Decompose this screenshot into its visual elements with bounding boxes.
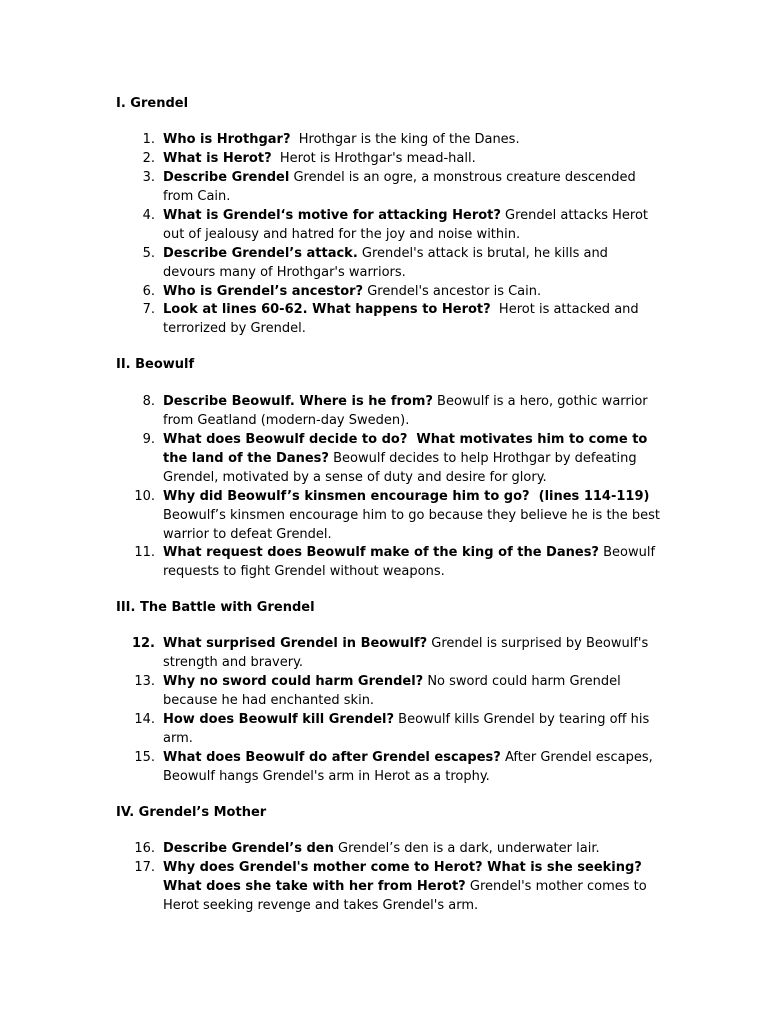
answer: Beowulf’s kinsmen encourage him to go because they believe he is the best warrior to defeat Grendel. bbox=[163, 508, 661, 542]
item-number: 11. bbox=[134, 545, 155, 560]
list-item bbox=[124, 858, 664, 915]
list-item bbox=[124, 748, 664, 786]
question: Describe Grendel’s attack. bbox=[163, 246, 358, 261]
answer: Grendel's mother comes to Herot seeking revenge and takes Grendel's arm. bbox=[163, 879, 647, 913]
item-number: 3. bbox=[142, 170, 155, 185]
question: What is Herot? bbox=[163, 151, 272, 166]
list-item bbox=[124, 839, 664, 858]
section-heading-battle: III. The Battle with Grendel bbox=[116, 600, 315, 615]
item-number: 13. bbox=[134, 674, 155, 689]
list-item bbox=[124, 634, 664, 672]
list-item bbox=[124, 672, 664, 710]
item-number: 15. bbox=[134, 750, 155, 765]
list-item bbox=[124, 244, 664, 282]
question: Describe Beowulf. Where is he from? bbox=[163, 394, 433, 409]
item-number: 16. bbox=[134, 841, 155, 856]
answer: Hrothgar is the king of the Danes. bbox=[290, 132, 520, 147]
list-item bbox=[124, 710, 664, 748]
item-number: 1. bbox=[142, 132, 155, 147]
list-item bbox=[124, 168, 664, 206]
list-item bbox=[124, 206, 664, 244]
answer: After Grendel escapes, Beowulf hangs Grendel's arm in Herot as a trophy. bbox=[163, 750, 653, 784]
question: What does Beowulf do after Grendel escapes? bbox=[163, 750, 501, 765]
item-number: 10. bbox=[134, 489, 155, 504]
question: Why no sword could harm Grendel? bbox=[163, 674, 424, 689]
question: Describe Grendel’s den bbox=[163, 841, 334, 856]
answer: Grendel's attack is brutal, he kills and devours many of Hrothgar's warriors. bbox=[163, 246, 608, 280]
answer: Grendel is surprised by Beowulf's strength and bravery. bbox=[163, 636, 649, 670]
answer: Beowulf kills Grendel by tearing off his arm. bbox=[163, 712, 650, 746]
list-item bbox=[124, 543, 664, 581]
section-heading-grendel: I. Grendel bbox=[116, 96, 189, 111]
item-number: 7. bbox=[142, 302, 155, 317]
question: Who is Grendel’s ancestor? bbox=[163, 284, 364, 299]
question: What does Beowulf decide to do? What motivates him to come to the land of the Danes? bbox=[163, 432, 652, 466]
question: Describe Grendel bbox=[163, 170, 290, 185]
item-number: 12. bbox=[131, 636, 155, 651]
list-item bbox=[124, 392, 664, 430]
item-number: 2. bbox=[142, 151, 155, 166]
item-number: 5. bbox=[142, 246, 155, 261]
answer: Herot is attacked and terrorized by Grendel. bbox=[163, 302, 643, 336]
list-item bbox=[124, 282, 664, 301]
answer: Grendel's ancestor is Cain. bbox=[363, 284, 542, 299]
question: What surprised Grendel in Beowulf? bbox=[163, 636, 428, 651]
question: Who is Hrothgar? bbox=[163, 132, 291, 147]
item-number: 4. bbox=[142, 208, 155, 223]
list-item bbox=[124, 149, 664, 168]
question: How does Beowulf kill Grendel? bbox=[163, 712, 395, 727]
item-number: 9. bbox=[142, 432, 155, 447]
answer: Herot is Hrothgar's mead-hall. bbox=[271, 151, 476, 166]
item-number: 17. bbox=[134, 860, 155, 875]
list-item bbox=[124, 487, 664, 544]
item-number: 8. bbox=[142, 394, 155, 409]
list-item bbox=[124, 130, 664, 149]
section-heading-beowulf: II. Beowulf bbox=[116, 357, 195, 372]
answer: Grendel is an ogre, a monstrous creature descended from Cain. bbox=[163, 170, 636, 204]
answer: Grendel’s den is a dark, underwater lair. bbox=[333, 841, 600, 856]
question: Why did Beowulf’s kinsmen encourage him to go? (lines 114-119) bbox=[163, 489, 650, 504]
question: What is Grendel‘s motive for attacking Herot? bbox=[163, 208, 501, 223]
answer: Beowulf is a hero, gothic warrior from Geatland (modern-day Sweden). bbox=[163, 394, 648, 428]
question: What request does Beowulf make of the king of the Danes? bbox=[163, 545, 599, 560]
answer: No sword could harm Grendel because he had enchanted skin. bbox=[163, 674, 621, 708]
section-heading-mother: IV. Grendel’s Mother bbox=[116, 805, 267, 820]
question: Why does Grendel's mother come to Herot? What is she seeking? What does she take with her from Herot? bbox=[163, 860, 642, 894]
list-item bbox=[124, 300, 664, 338]
answer: Beowulf decides to help Hrothgar by defeating Grendel, motivated by a sense of duty and desire for glory. bbox=[163, 451, 637, 485]
item-number: 6. bbox=[142, 284, 155, 299]
answer: Grendel attacks Herot out of jealousy and hatred for the joy and noise within. bbox=[163, 208, 649, 242]
item-number: 14. bbox=[134, 712, 155, 727]
question: Look at lines 60-62. What happens to Herot? bbox=[163, 302, 491, 317]
list-item bbox=[124, 430, 664, 487]
answer: Beowulf requests to fight Grendel without weapons. bbox=[163, 545, 656, 579]
